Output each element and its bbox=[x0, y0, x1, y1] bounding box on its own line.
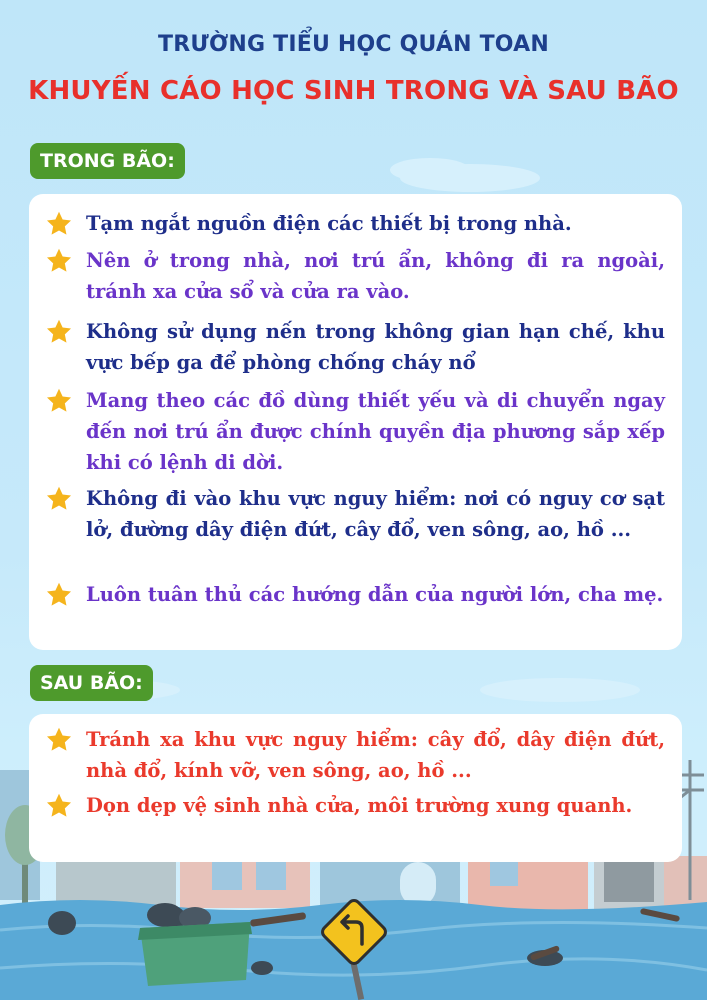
list-item-text: Tránh xa khu vực nguy hiểm: cây đổ, dây điện đứt, nhà đổ, kính vỡ, ven sông, ao, hồ ... bbox=[86, 728, 665, 782]
list-item bbox=[45, 579, 665, 610]
school-name: TRƯỜNG TIỂU HỌC QUÁN TOAN bbox=[158, 32, 549, 57]
star-icon bbox=[45, 318, 73, 346]
list-item bbox=[45, 208, 665, 239]
after-storm-label: SAU BÃO: bbox=[30, 665, 153, 701]
star-icon bbox=[45, 792, 73, 820]
list-item bbox=[45, 724, 665, 786]
during-storm-label: TRONG BÃO: bbox=[30, 143, 185, 179]
list-item bbox=[45, 316, 665, 378]
during-storm-card bbox=[29, 194, 682, 650]
list-item-text: Không đi vào khu vực nguy hiểm: nơi có nguy cơ sạt lở, đường dây điện đứt, cây đổ, ven sông, ao, hồ ... bbox=[86, 487, 665, 541]
list-item-text: Mang theo các đồ dùng thiết yếu và di chuyển ngay đến nơi trú ẩn được chính quyền địa phương sắp xếp khi có lệnh di dời. bbox=[86, 389, 665, 474]
page-title: KHUYẾN CÁO HỌC SINH TRONG VÀ SAU BÃO bbox=[28, 76, 679, 106]
after-storm-card bbox=[29, 714, 682, 862]
list-item-text: Nên ở trong nhà, nơi trú ẩn, không đi ra ngoài, tránh xa cửa sổ và cửa ra vào. bbox=[86, 249, 665, 303]
star-icon bbox=[45, 210, 73, 238]
list-item bbox=[45, 385, 665, 478]
list-item-text: Luôn tuân thủ các hướng dẫn của người lớn, cha mẹ. bbox=[86, 583, 664, 606]
star-icon bbox=[45, 485, 73, 513]
list-item-text: Không sử dụng nến trong không gian hạn chế, khu vực bếp ga để phòng chống cháy nổ bbox=[86, 320, 665, 374]
list-item-text: Tạm ngắt nguồn điện các thiết bị trong nhà. bbox=[86, 212, 572, 235]
list-item bbox=[45, 790, 665, 821]
star-icon bbox=[45, 247, 73, 275]
star-icon bbox=[45, 726, 73, 754]
list-item bbox=[45, 245, 665, 307]
star-icon bbox=[45, 581, 73, 609]
star-icon bbox=[45, 387, 73, 415]
list-item bbox=[45, 483, 665, 545]
list-item-text: Dọn dẹp vệ sinh nhà cửa, môi trường xung quanh. bbox=[86, 794, 633, 817]
